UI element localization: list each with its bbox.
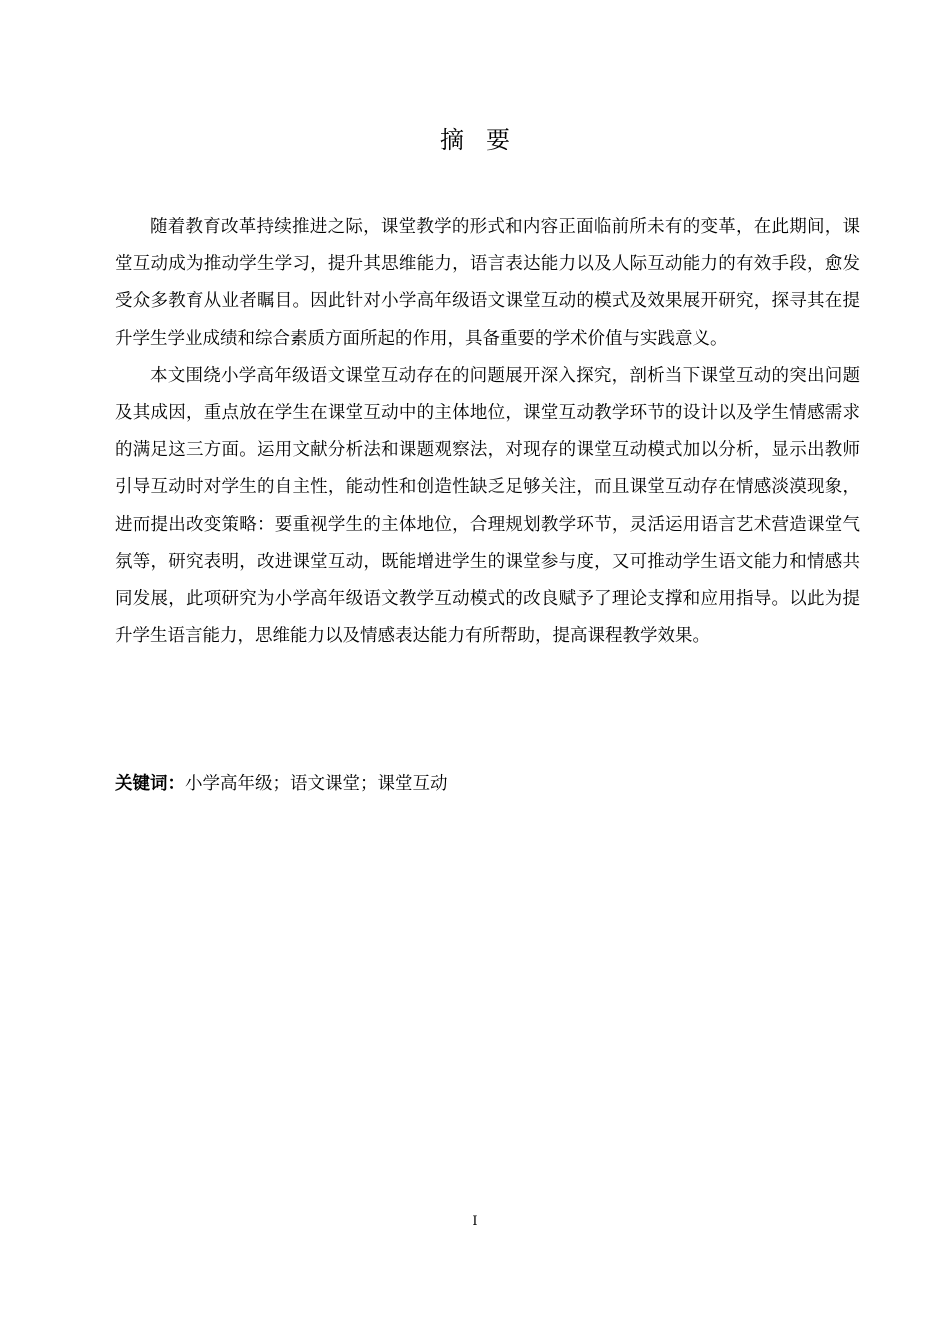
abstract-body: [115, 209, 860, 655]
abstract-title: 摘要: [440, 126, 532, 154]
keywords-label: 关键词：: [115, 774, 185, 794]
keywords-text: 小学高年级；语文课堂；课堂互动: [185, 774, 448, 794]
abstract-paragraph-1: 随着教育改革持续推进之际，课堂教学的形式和内容正面临前所未有的变革，在此期间，课堂互动成为推动学生学习，提升其思维能力，语言表达能力以及人际互动能力的有效手段，愈发受众多教育从业者瞩目。因此针对小学高年级语文课堂互动的模式及效果展开研究，探寻其在提升学生学业成绩和综合素质方面所起的作用，具备重要的学术价值与实践意义。: [115, 217, 860, 349]
keywords-line: [115, 766, 860, 802]
abstract-paragraph-2: 本文围绕小学高年级语文课堂互动存在的问题展开深入探究，剖析当下课堂互动的突出问题及其成因，重点放在学生在课堂互动中的主体地位，课堂互动教学环节的设计以及学生情感需求的满足这三方面。运用文献分析法和课题观察法，对现存的课堂互动模式加以分析，显示出教师引导互动时对学生的自主性，能动性和创造性缺乏足够关注，而且课堂互动存在情感淡漠现象，进而提出改变策略：要重视学生的主体地位，合理规划教学环节，灵活运用语言艺术营造课堂气氛等，研究表明，改进课堂互动，既能增进学生的课堂参与度，又可推动学生语文能力和情感共同发展，此项研究为小学高年级语文教学互动模式的改良赋予了理论支撑和应用指导。以此为提升学生语言能力，思维能力以及情感表达能力有所帮助，提高课程教学效果。: [115, 365, 860, 647]
page-number: I: [472, 1214, 478, 1229]
